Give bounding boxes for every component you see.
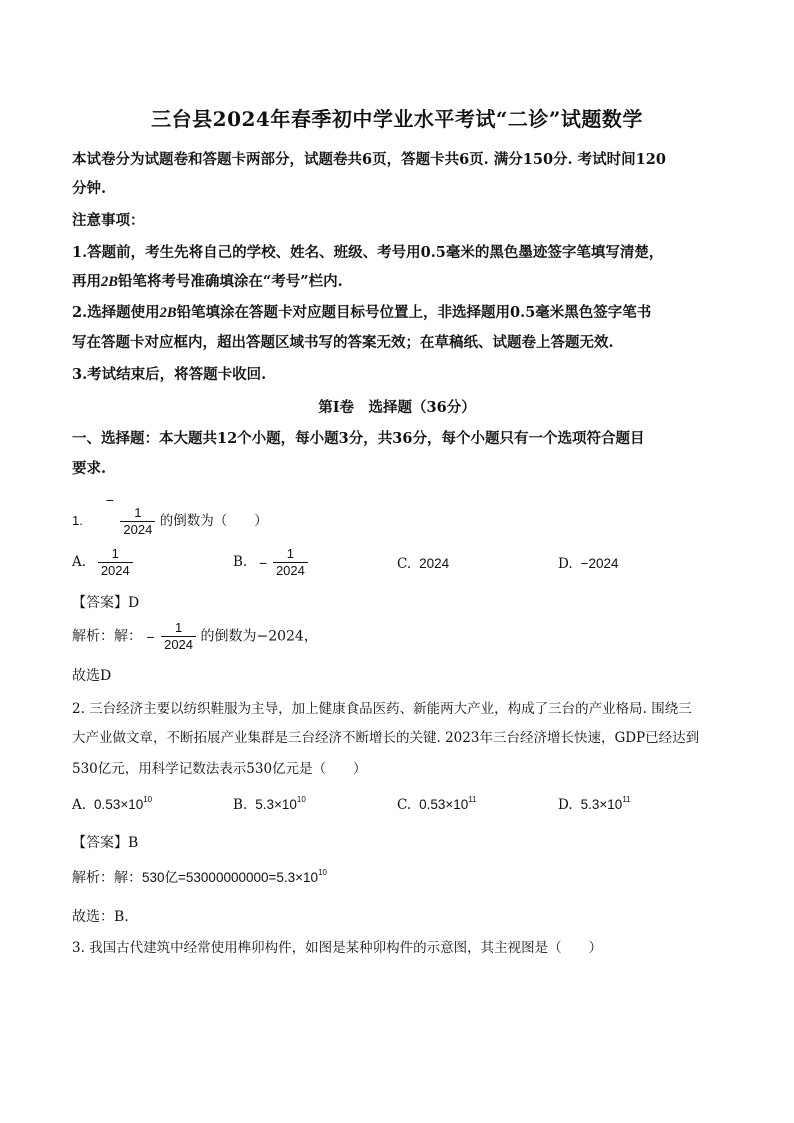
q1-option-b-fraction — [273, 546, 308, 579]
intro-line-1: 本试卷分为试题卷和答题卡两部分，试题卷共6页，答题卡共6页. 满分150分. 考试时间120 — [72, 151, 666, 168]
q2-option-d — [558, 795, 631, 813]
q2-conclusion: 故选：B. — [72, 909, 129, 925]
section-1-desc-line-2: 要求. — [72, 460, 107, 477]
q1-number: 1. — [72, 513, 83, 528]
q1-analysis-denominator: 2024 — [161, 636, 196, 653]
q2-analysis — [72, 866, 327, 887]
q1-analysis-prefix: 解析：解： — [72, 628, 142, 645]
q1-analysis-fraction — [161, 620, 196, 653]
q2-option-c-base: 0.53×10 — [419, 797, 469, 812]
q2-option-d-base: 5.3×10 — [580, 797, 623, 812]
note-1-pencil-grade: 2B — [101, 274, 118, 290]
note-2-pencil-grade: 2B — [159, 305, 177, 321]
q1-option-c — [397, 556, 449, 572]
q1-option-b-minus: − — [258, 554, 268, 571]
q2-option-c-exponent: 11 — [468, 795, 477, 804]
section-1-heading: 第Ⅰ卷 选择题（36分） — [318, 399, 476, 416]
q1-option-a-denominator: 2024 — [98, 562, 133, 579]
note-3: 3.考试结束后，将答题卡收回. — [72, 366, 267, 383]
q2-option-a-label: A. — [72, 797, 87, 813]
q2-option-b — [233, 795, 306, 813]
q1-option-b — [233, 546, 308, 579]
q1-option-b-numerator: 1 — [286, 546, 295, 561]
q1-fraction — [120, 505, 155, 538]
q1-analysis — [72, 620, 318, 653]
q2-option-d-label: D. — [558, 797, 573, 813]
q2-option-c-label: C. — [397, 797, 412, 813]
note-2-line-2: 写在答题卡对应框内，超出答题区域书写的答案无效；在草稿纸、试题卷上答题无效. — [72, 334, 614, 351]
q1-stem — [72, 492, 268, 538]
notes-heading: 注意事项： — [72, 212, 145, 229]
note-1-line-1: 1.答题前，考生先将自己的学校、姓名、班级、考号用0.5毫米的黑色墨迹签字笔填写清楚， — [72, 244, 664, 261]
q1-option-c-label: C. — [397, 556, 412, 572]
q1-option-b-denominator: 2024 — [273, 562, 308, 579]
note-2-text-c: 铅笔填涂在答题卡对应题目标号位置上，非选择题用0.5毫米黑色签字笔书 — [176, 304, 652, 321]
q1-answer: 【答案】D — [72, 595, 140, 611]
q1-option-b-label: B. — [233, 554, 248, 571]
q3-line-1: 3. 我国古代建筑中经常使用榫卯构件，如图是某种卯构件的示意图，其主视图是（ ） — [72, 940, 603, 956]
page-title: 三台县2024年春季初中学业水平考试“二诊”试题数学 — [151, 107, 643, 131]
note-1-text-a: 再用 — [72, 273, 101, 290]
section-1-desc-line-1: 一、选择题：本大题共12个小题，每小题3分，共36分，每个小题只有一个选项符合题目 — [72, 430, 645, 447]
q1-fraction-numerator: 1 — [134, 505, 142, 520]
q2-option-d-exponent: 11 — [622, 795, 631, 804]
q1-stem-text: 的倒数为（ ） — [159, 513, 268, 529]
q1-option-a — [72, 546, 133, 579]
q1-option-a-label: A. — [72, 554, 87, 571]
q2-line-1: 2. 三台经济主要以纺织鞋服为主导，加上健康食品医药、新能两大产业，构成了三台的产业格局. 围绕三 — [72, 701, 692, 717]
q2-answer: 【答案】B — [72, 835, 139, 851]
q1-option-d — [558, 556, 619, 572]
q2-option-a — [72, 795, 152, 813]
q2-line-2: 大产业做文章，不断拓展产业集群是三台经济不断增长的关键. 2023年三台经济增长快速，GDP已经达到 — [72, 730, 700, 746]
q2-analysis-expression: 530亿=53000000000=5.3×10 — [142, 870, 319, 885]
q1-analysis-minus: − — [146, 628, 155, 645]
note-1-line-2 — [72, 270, 343, 291]
q1-fraction-denominator: 2024 — [120, 521, 155, 538]
q1-minus-sign: − — [105, 492, 114, 508]
q1-option-a-numerator: 1 — [111, 546, 119, 561]
q2-analysis-prefix: 解析：解： — [72, 870, 142, 886]
q1-option-a-fraction — [98, 546, 133, 579]
intro-line-2: 分钟. — [72, 180, 107, 197]
q1-analysis-suffix: 的倒数为−2024， — [200, 628, 318, 645]
q1-analysis-numerator: 1 — [174, 620, 183, 635]
q2-option-a-exponent: 10 — [143, 795, 153, 804]
q2-line-3: 530亿元，用科学记数法表示530亿元是（ ） — [72, 761, 367, 777]
q2-option-b-label: B. — [233, 797, 248, 813]
q1-option-d-value: −2024 — [580, 556, 619, 571]
note-1-text-c: 铅笔将考号准确填涂在“考号”栏内. — [117, 273, 343, 290]
q1-option-d-label: D. — [558, 556, 573, 572]
note-2-line-1 — [72, 301, 651, 322]
q1-option-c-value: 2024 — [419, 556, 450, 571]
q1-conclusion: 故选D — [72, 668, 112, 684]
q2-option-b-base: 5.3×10 — [255, 797, 297, 812]
q2-option-a-base: 0.53×10 — [94, 797, 144, 812]
q2-analysis-exponent: 10 — [318, 868, 327, 877]
q2-option-b-exponent: 10 — [296, 795, 306, 804]
q2-option-c — [397, 795, 477, 813]
note-2-text-a: 2.选择题使用 — [72, 304, 160, 321]
